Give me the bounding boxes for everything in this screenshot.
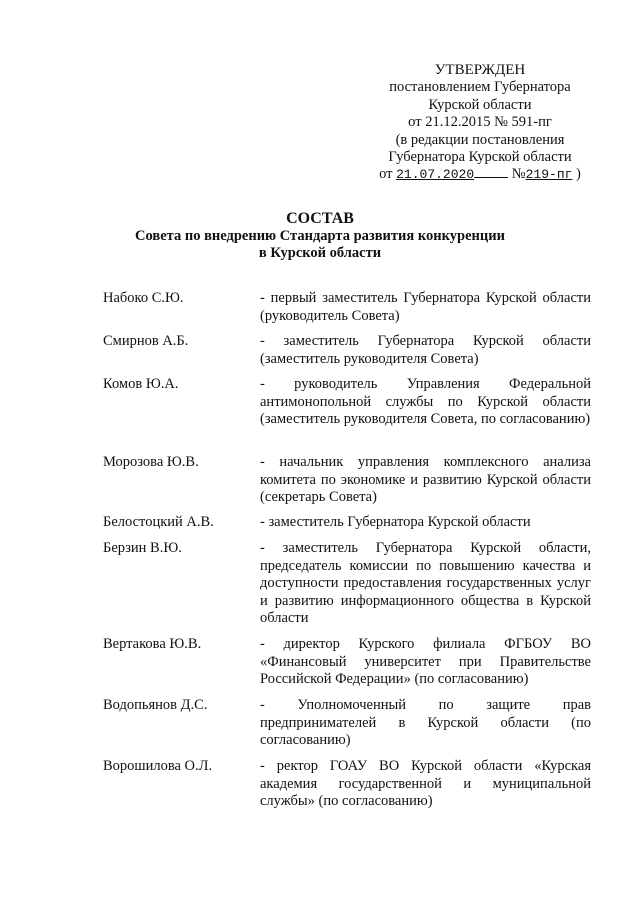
approval-line-3: от 21.12.2015 № 591-пг <box>408 114 552 131</box>
approval-stamp <box>372 62 588 184</box>
member-role: - заместитель Губернатора Курской области <box>260 514 531 530</box>
member-row <box>103 454 591 514</box>
member-name: Водопьянов Д.С. <box>103 697 208 713</box>
approval-heading: УТВЕРЖДЕН <box>434 62 526 78</box>
member-role: - Уполномоченный по защите прав предпринимателей в Курской области (по согласованию) <box>260 697 591 748</box>
member-row <box>103 758 591 818</box>
title-line-1: СОСТАВ <box>286 210 354 227</box>
member-row <box>103 514 591 540</box>
member-row <box>103 540 591 636</box>
member-role: - директор Курского филиала ФГБОУ ВО «Финансовый университет при Правительстве Российской Федерации» (по согласованию) <box>260 636 591 687</box>
title-line-3: в Курской области <box>258 245 382 261</box>
members-list <box>103 290 591 818</box>
amendment-prefix: от <box>379 166 393 183</box>
member-row <box>103 290 591 333</box>
member-name: Комов Ю.А. <box>103 376 179 392</box>
amendment-date: 21.07.2020 <box>396 167 475 183</box>
amendment-number-prefix: № <box>511 166 526 183</box>
member-row <box>103 376 591 454</box>
amendment-blank-line <box>474 166 508 178</box>
member-name: Белостоцкий А.В. <box>103 514 214 530</box>
member-role: - ректор ГОАУ ВО Курской области «Курская академия государственной и муниципальной службы» (по согласованию) <box>260 758 591 809</box>
member-row <box>103 333 591 376</box>
member-role: - первый заместитель Губернатора Курской области (руководитель Совета) <box>260 290 591 324</box>
document-title <box>0 210 640 262</box>
amendment-number: 219-пг <box>525 167 573 183</box>
member-name: Берзин В.Ю. <box>103 540 182 556</box>
member-name: Ворошилова О.Л. <box>103 758 213 774</box>
member-row <box>103 636 591 697</box>
title-line-2: Совета по внедрению Стандарта развития конкуренции <box>135 228 505 244</box>
approval-line-2: Курской области <box>428 96 532 113</box>
member-name: Набоко С.Ю. <box>103 290 184 306</box>
member-role: - руководитель Управления Федеральной антимонопольной службы по Курской области (заместитель руководителя Совета, по согласованию) <box>260 376 591 427</box>
member-name: Смирнов А.Б. <box>103 333 189 349</box>
approval-line-1: постановлением Губернатора <box>389 79 571 96</box>
member-role: - начальник управления комплексного анализа комитета по экономике и развитию Курской области (секретарь Совета) <box>260 454 591 505</box>
member-row <box>103 697 591 758</box>
amendment-date-line <box>372 166 588 183</box>
member-name: Морозова Ю.В. <box>103 454 199 470</box>
approval-line-5: Губернатора Курской области <box>388 149 572 166</box>
member-role: - заместитель Губернатора Курской области (заместитель руководителя Совета) <box>260 333 591 367</box>
member-name: Вертакова Ю.В. <box>103 636 202 652</box>
amendment-close: ) <box>576 166 581 183</box>
approval-line-4: (в редакции постановления <box>395 131 565 148</box>
member-role: - заместитель Губернатора Курской области, председатель комиссии по повышению качества и доступности предоставления государственных услуг и развитию информационного общества в Курской области <box>260 540 591 626</box>
